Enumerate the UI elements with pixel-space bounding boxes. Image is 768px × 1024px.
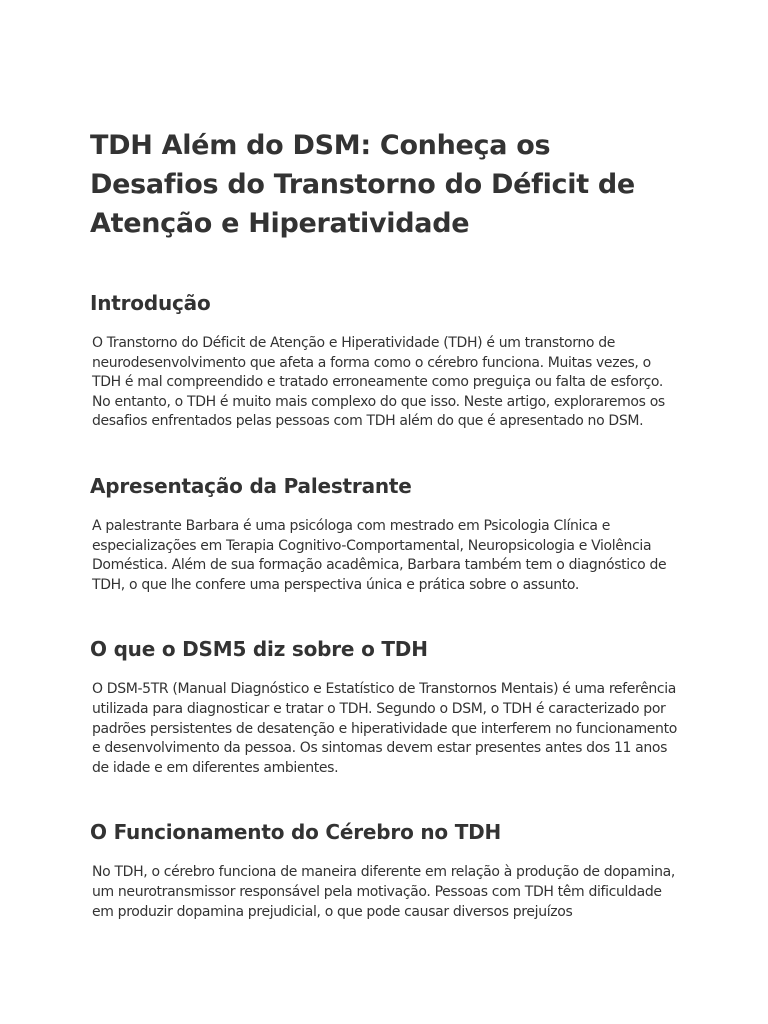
section-body: O Transtorno do Déficit de Atenção e Hiperatividade (TDH) é um transtorno de neurodesenvolvimento que afeta a forma como o cérebro funciona. Muitas vezes, o TDH é mal compreendido e tratado erroneamente como preguiça ou falta de esforço. No entanto, o TDH é muito mais complexo do que isso. Neste artigo, exploraremos os desafios enfrentados pelas pessoas com TDH além do que é apresentado no DSM.	[92, 335, 665, 430]
section-body: A palestrante Barbara é uma psicóloga com mestrado em Psicologia Clínica e especializações em Terapia Cognitivo-Comportamental, Neuropsicologia e Violência Doméstica. Além de sua formação acadêmica, Barbara também tem o diagnóstico de TDH, o que lhe confere uma perspectiva única e prática sobre o assunto.	[92, 517, 667, 593]
section-heading: Introdução	[90, 291, 211, 315]
document-page	[90, 126, 680, 962]
section-apresentacao-palestrante	[90, 472, 680, 595]
section-heading: O Funcionamento do Cérebro no TDH	[90, 820, 502, 845]
section-dsm5	[90, 635, 680, 778]
document-title: TDH Além do DSM: Conheça os Desafios do Transtorno do Déficit de Atenção e Hiperatividade	[90, 130, 635, 239]
section-body: No TDH, o cérebro funciona de maneira diferente em relação à produção de dopamina, um neurotransmissor responsável pela motivação. Pessoas com TDH têm dificuldade em produzir dopamina prejudicial, o que pode causar diversos prejuízos	[92, 864, 675, 920]
section-body: O DSM-5TR (Manual Diagnóstico e Estatístico de Transtornos Mentais) é uma referência utilizada para diagnosticar e tratar o TDH. Segundo o DSM, o TDH é caracterizado por padrões persistentes de desatenção e hiperatividade que interferem no funcionamento e desenvolvimento da pessoa. Os sintomas devem estar presentes antes dos 11 anos de idade e em diferentes ambientes.	[92, 681, 677, 776]
section-introducao	[90, 289, 680, 432]
section-heading: Apresentação da Palestrante	[90, 473, 412, 498]
section-heading: O que o DSM5 diz sobre o TDH	[90, 637, 428, 662]
section-funcionamento-cerebro	[90, 818, 680, 922]
